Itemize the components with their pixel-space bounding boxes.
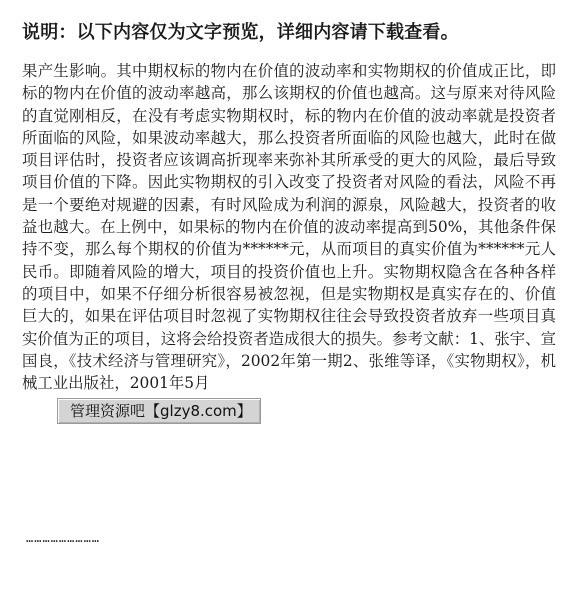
preview-notice: 说明：以下内容仅为文字预览，详细内容请下载查看。: [22, 22, 459, 43]
continuation-dots: ………………………: [26, 531, 101, 545]
document-body-text: 果产生影响。其中期权标的物内在价值的波动率和实物期权的价值成正比，即标的物内在价值的波动率越高，那么该期权的价值也越高。这与原来对待风险的直觉刚相反，在没有考虑实物期权时，标的物内在价值的波动率就是投资者所面临的风险，如果波动率越大，那么投资者所面临的风险也越大，此时在做项目评估时，投资者应该调高折现率来弥补其所承受的更大的风险，最后导致项目价值的下降。因此实物期权的引入改变了投资者对风险的看法，风险不再是一个要绝对规避的因素，有时风险成为利润的源泉，风险越大，投资者的收益也越大。在上例中，如果标的物内在价值的波动率提高到50%，其他条件保持不变，那么每个期权的价值为******元，从而项目的真实价值为******元人民币。即随着风险的增大，项目的投资价值也上升。实物期权隐含在各种各样的项目中，如果不仔细分析很容易被忽视，但是实物期权是真实存在的、价值巨大的，如果在评估项目时忽视了实物期权往往会导致投资者放弃一些项目真实价值为正的项目，这将会给投资者造成很大的损失。参考文献：1、张宇、宣国良，《技术经济与管理研究》，2002年第一期2、张维等译，《实物期权》，机械工业出版社，2001年5月: [22, 62, 556, 393]
watermark-banner: 管理资源吧【glzy8.com】: [57, 398, 261, 424]
